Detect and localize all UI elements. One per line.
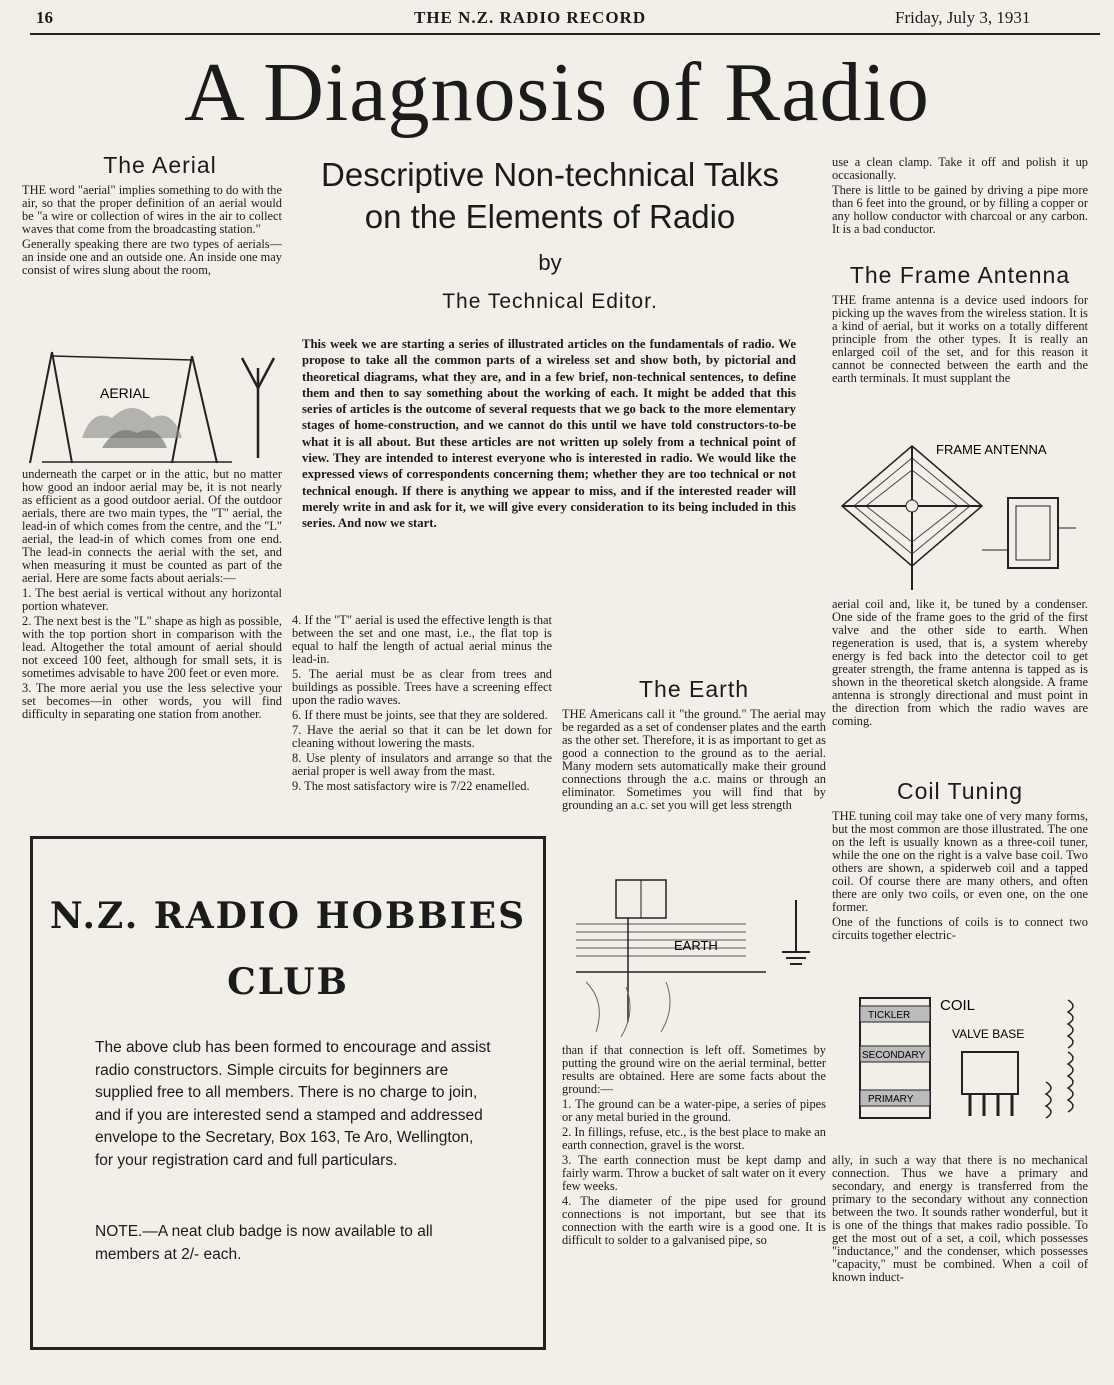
- earth-figure-label: EARTH: [674, 938, 718, 953]
- earth-fact-2: 2. In fillings, refuse, etc., is the best place to make an earth connection, gravel is the worst.: [562, 1125, 826, 1152]
- coil-body: [832, 1154, 1088, 1286]
- aerial-p2: Generally speaking there are two types of aerials—an inside one and an outside one. An inside one may consist of wires slung about the room,: [22, 237, 282, 277]
- earth-p2: than if that connection is left off. Sometimes by putting the ground wire on the aerial terminal, better results are obtained. Here are some facts about the ground:—: [562, 1043, 826, 1096]
- valve-base-label: VALVE BASE: [952, 1027, 1025, 1041]
- coil-primary-label: PRIMARY: [868, 1094, 914, 1105]
- coil-p3: ally, in such a way that there is no mechanical connection. Thus we have a primary and secondary, and energy is transferred from the primary to the secondary without any connection between the two. It sounds rather wonderful, but it is one of the things that makes radio possible. To get the most out of a set, a coil, which possesses "inductance," and the condenser, which possesses "capacity," must be combined. When a coil of known induct-: [832, 1153, 1088, 1284]
- byline-by: by: [538, 250, 562, 275]
- aerial-heading: The Aerial: [103, 152, 217, 178]
- frame-figure-label: FRAME ANTENNA: [936, 442, 1047, 457]
- coil-intro: [832, 810, 1088, 944]
- earth-cont: use a clean clamp. Take it off and polish it up occasionally.: [832, 155, 1088, 182]
- aerial-fact-1: 1. The best aerial is vertical without any horizontal portion whatever.: [22, 586, 282, 613]
- earth-fact-4: 4. The diameter of the pipe used for ground connections is not important, but see that its connection with the earth wire is a good one. It is difficult to solder to a galvanised pipe, so: [562, 1194, 826, 1247]
- coil-illustration: [846, 986, 1094, 1140]
- page-number: 16: [36, 8, 53, 27]
- club-title-line-1: N.Z. RADIO HOBBIES: [49, 895, 527, 937]
- earth-illustration: [566, 872, 822, 1040]
- coil-p2: One of the functions of coils is to connect two circuits together electric-: [832, 915, 1088, 942]
- club-body-text: The above club has been formed to encourage and assist radio constructors. Simple circuits for beginners are supplied free to all members. There is no charge to join, and if you are interested send a stamped and addressed envelope to the Secretary, Box 163, Te Aro, Wellington, for your registration card and full particulars.: [95, 1039, 491, 1169]
- club-advertisement-box: [30, 836, 546, 1350]
- aerial-fact-3: 3. The more aerial you use the less selective your set becomes—in other words, you will find difficulty in separating one station from another.: [22, 681, 282, 721]
- page-title: A Diagnosis of Radio: [184, 46, 930, 139]
- frame-p2: aerial coil and, like it, be tuned by a condenser. One side of the frame goes to the grid of the first valve and the other side to earth. When regeneration is used, that is, a system whereby energy is fed back into the detector coil to get greater strength, the frame antenna is tapped as is shown in the theoretical sketch alongside. A frame antenna is strongly directional and must point in the direction from which the radio waves are coming.: [832, 597, 1088, 728]
- aerial-figure-label: AERIAL: [100, 385, 150, 401]
- frame-body: [832, 598, 1088, 730]
- frame-heading: The Frame Antenna: [849, 262, 1071, 288]
- frame-intro: [832, 294, 1088, 387]
- earth-p1: THE Americans call it "the ground." The aerial may be regarded as a set of condenser plates and the earth as the other set. Therefore, it is as important to get as good a connection to the ground as to the aerial. Many modern sets automatically make their ground connections through the a.c. mains or through an eliminator. Sometimes you will find that by grounding an a.c. set you will get less strength: [562, 707, 826, 812]
- aerial-fact-4: 4. If the "T" aerial is used the effective length is that between the set and one mast, i.e., the flat top is equal to half the length of actual aerial minus the lead-in.: [292, 613, 552, 666]
- intro-paragraph: This week we are starting a series of illustrated articles on the fundamentals of radio. We propose to take all the common parts of a wireless set and show both, by pictorial and theoretical diagrams, what they are, and in a few brief, non-technical sentences, to define them and then to say something about the working of each. It might be added that this series of articles is the outcome of several requests that we go back to the more elementary stages of home-construction, and we cannot do this until we have told constructors-to-be what it is all about. But these articles are not written up solely from a technical point of view. They are intended to interest everyone who is interested in radio. We would like the expressed views of correspondents concerning them; whether they are too technical or not technical enough. If there is anything we appear to miss, and if the interested reader will merely write in and ask for it, we will give every consideration to its being included in this series. And now we start.: [302, 337, 796, 531]
- aerial-fact-7: 7. Have the aerial so that it can be let down for cleaning without lowering the masts.: [292, 723, 552, 750]
- subtitle-line-1: Descriptive Non-technical Talks: [321, 156, 779, 193]
- aerial-p3: underneath the carpet or in the attic, but no matter how good an indoor aerial may be, it is not nearly as efficient as a good outdoor aerial. Of the outdoor aerials, there are two main types, the "T" aerial, the lead-in of which comes from the centre, and the "L" aerial, the lead-in of which comes from one end. The lead-in connects the aerial with the set, and when measuring it must be counted as part of the aerial. Here are some facts about aerials:—: [22, 467, 282, 585]
- aerial-fact-6: 6. If there must be joints, see that they are soldered.: [292, 708, 548, 722]
- earth-body: [562, 1044, 826, 1249]
- coil-secondary-label: SECONDARY: [862, 1050, 926, 1061]
- earth-p3: There is little to be gained by driving a pipe more than 6 feet into the ground, or by filling a copper or any hollow conductor with charcoal or any carbon. It is a bad conductor.: [832, 183, 1088, 236]
- header-rule: [30, 33, 1100, 35]
- publication-name: THE N.Z. RADIO RECORD: [414, 8, 647, 27]
- coil-p1: THE tuning coil may take one of very many forms, but the most common are those illustrated. The one on the left is usually known as a three-coil tuner, while the one on the right is a valve base coil. Two others are shown, a spiderweb coil and a tapped coil. Of course there are many others, and often there are only two coils, or even one, on the one former.: [832, 809, 1088, 914]
- author: The Technical Editor.: [442, 290, 658, 313]
- aerial-fact-8: 8. Use plenty of insulators and arrange so that the aerial proper is well away from the mast.: [292, 751, 552, 778]
- frame-antenna-illustration: [832, 440, 1088, 596]
- subtitle-line-2: on the Elements of Radio: [364, 198, 736, 235]
- aerial-body: [22, 468, 282, 723]
- aerial-fact-5: 5. The aerial must be as clear from trees and buildings as possible. Trees have a screening effect upon the radio waves.: [292, 667, 552, 707]
- aerial-intro-text: [22, 184, 282, 279]
- coil-figure-label: COIL: [940, 997, 976, 1014]
- earth-intro: [562, 708, 826, 814]
- aerial-p1: THE word "aerial" implies something to do with the air, so that the proper definition of an aerial would be "a wire or collection of wires in the air to collect waves that come from the broadcasting station.": [22, 183, 282, 236]
- aerial-fact-2: 2. The next best is the "L" shape as high as possible, with the top portion short in comparison with the lead. Altogether the total amount of aerial should not exceed 100 feet, although for small sets, it is sometimes advisable to have 200 feet or even more.: [22, 614, 282, 680]
- aerial-fact-9: 9. The most satisfactory wire is 7/22 enamelled.: [292, 779, 530, 793]
- frame-p1: THE frame antenna is a device used indoors for picking up the waves from the wireless station. It is a kind of aerial, but it works on a totally different principle from the other types. It is really an enlarged coil of the set, and for this reason it cannot be connected between the earth and the earth terminals. It must supplant the: [832, 293, 1088, 385]
- club-title-line-2: CLUB: [227, 961, 349, 1003]
- coil-tickler-label: TICKLER: [868, 1010, 911, 1021]
- earth-fact-3: 3. The earth connection must be kept damp and fairly warm. Throw a bucket of salt water on it every few weeks.: [562, 1153, 826, 1193]
- coil-heading: Coil Tuning: [896, 778, 1024, 804]
- issue-date: Friday, July 3, 1931: [895, 8, 1031, 27]
- earth-heading: The Earth: [639, 676, 749, 702]
- aerial-facts-continued: [292, 614, 552, 795]
- aerial-illustration: [22, 338, 284, 464]
- club-note: NOTE.—A neat club badge is now available to all members at 2/- each.: [95, 1223, 433, 1263]
- earth-fact-1: 1. The ground can be a water-pipe, a series of pipes or any metal buried in the ground.: [562, 1097, 826, 1124]
- earth-continued: [832, 156, 1088, 238]
